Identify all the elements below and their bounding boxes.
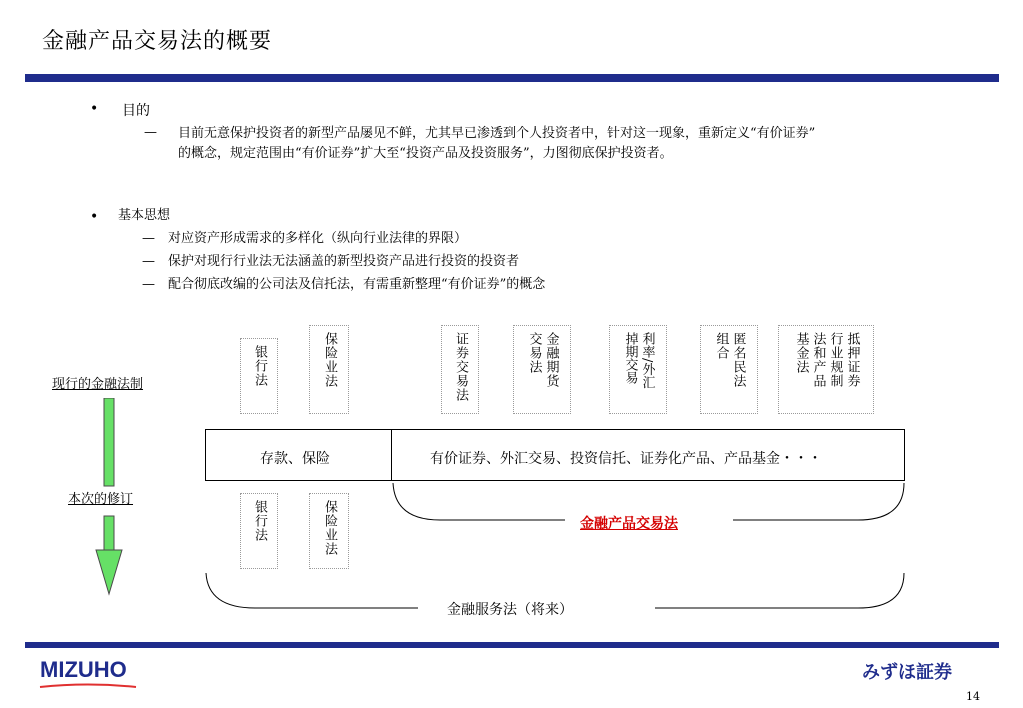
basic-heading: 基本思想 [118, 208, 171, 223]
law-box-rate-fx-swap [609, 325, 667, 414]
footer-divider-bar [25, 642, 999, 648]
law-text: 抵押证券 [844, 332, 860, 388]
law-text: 交易法 [526, 332, 542, 374]
purpose-line-2: 的概念，规定范围由“有价证券”扩大至“投资产品及投资服务”，力图彻底保护投资者。 [178, 146, 673, 161]
revision-label: 本次的修订 [68, 492, 134, 507]
law-text: 行业规制 [827, 332, 843, 388]
dash-marker: — [144, 125, 157, 140]
fsa-label: 金融服务法（将来） [447, 602, 573, 618]
page-title: 金融产品交易法的概要 [42, 29, 273, 54]
header-divider-bar [25, 74, 999, 82]
box-divider [391, 429, 392, 481]
page-number: 14 [966, 690, 980, 703]
current-legal-system-label: 现行的金融法制 [52, 377, 144, 392]
law-box-financial-futures [513, 325, 571, 414]
purpose-heading: 目的 [122, 103, 150, 119]
law-box-securities-exchange [441, 325, 479, 414]
law-box-banking-new [240, 493, 278, 569]
fpta-label: 金融产品交易法 [580, 516, 678, 532]
law-text: 基金法 [793, 332, 809, 374]
law-text: 利率/外汇 [639, 332, 655, 389]
purpose-line-1: 目前无意保护投资者的新型产品屡见不鲜，尤其早已渗透到个人投资者中，针对这一现象，重新定义“有价证券” [178, 126, 816, 141]
law-text: 银行法 [252, 500, 267, 542]
mizuho-logo: MIZUHO [40, 657, 127, 682]
basic-item-3: 配合彻底改编的公司法及信托法，有需重新整理“有价证券”的概念 [168, 277, 546, 292]
dash-marker: — [142, 277, 155, 292]
law-text: 保险业法 [322, 332, 337, 388]
law-box-anonymous-partnership [700, 325, 758, 414]
law-text: 组合 [713, 332, 729, 360]
law-text: 证券交易法 [453, 332, 468, 402]
basic-item-2: 保护对现行行业法无法涵盖的新型投资产品进行投资的投资者 [168, 254, 520, 269]
law-box-insurance-new [309, 493, 349, 569]
law-text: 银行法 [252, 345, 267, 387]
basic-item-1: 对应资产形成需求的多样化（纵向行业法律的界限） [168, 231, 468, 246]
law-box-insurance [309, 325, 349, 414]
law-text: 保险业法 [322, 500, 337, 556]
brand-name: みずほ証券 [862, 662, 952, 683]
down-arrow-icon [90, 398, 130, 598]
dash-marker: — [142, 231, 155, 246]
law-text: 掉期交易 [622, 332, 638, 384]
logo-swoosh-icon [38, 683, 138, 689]
law-box-mortgage-fund [778, 325, 874, 414]
dash-marker: — [142, 254, 155, 269]
bullet-marker: • [90, 101, 99, 117]
law-text: 匿名民法 [730, 332, 746, 388]
deposit-insurance-label: 存款、保险 [260, 451, 330, 467]
bullet-marker: • [90, 209, 99, 225]
law-text: 法和产品 [810, 332, 826, 388]
law-box-banking [240, 338, 278, 414]
securities-products-label: 有价证券、外汇交易、投资信托、证券化产品、产品基金・・・ [430, 451, 822, 467]
law-text: 金融期货 [543, 332, 559, 388]
